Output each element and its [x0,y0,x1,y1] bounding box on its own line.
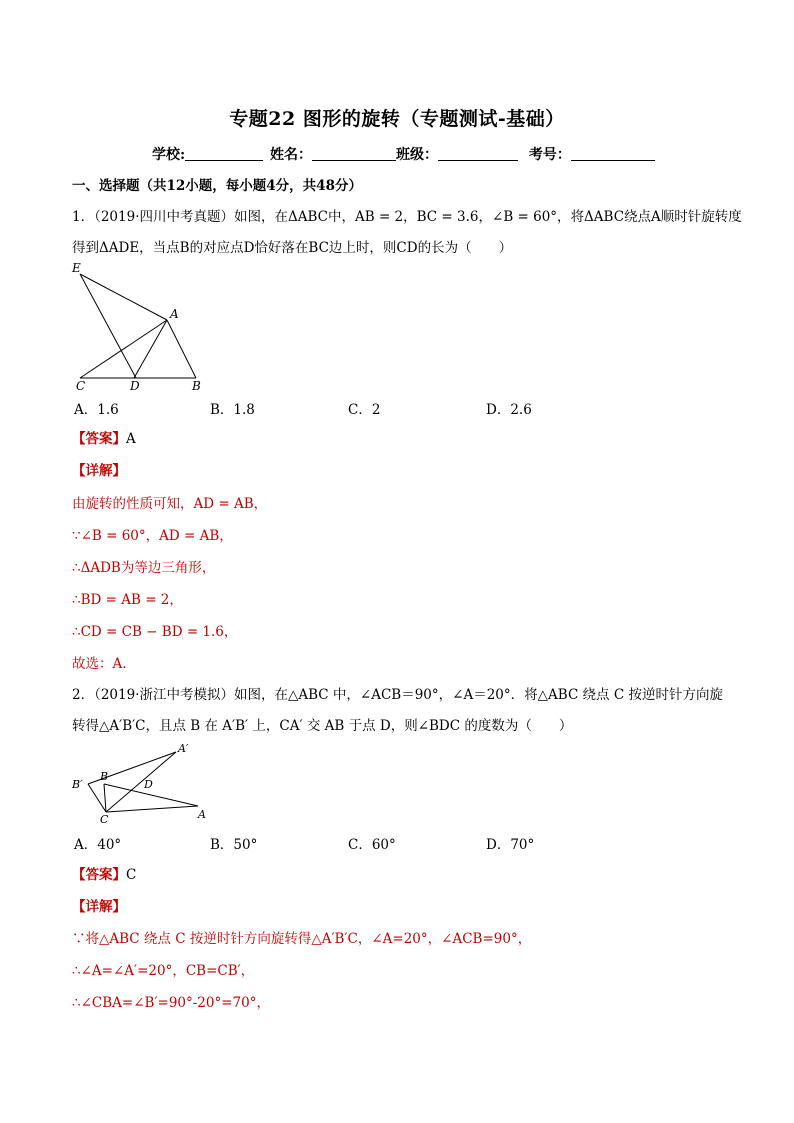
q2-answer [72,865,136,885]
q1-step-3: ∴ΔADB为等边三角形， [72,560,216,576]
q1-edge-ad [134,320,167,378]
q1-detail-tag: 【详解】 [72,463,126,479]
q1-label-b: B [192,379,201,393]
q2-option-b[interactable]: B．50° [210,837,258,853]
q2-edge-c-a [106,806,198,812]
q1-label-e: E [72,261,81,275]
q2-step-1: ∵将△ABC 绕点 C 按逆时针方向旋转得△A′B′C，∠A=20°，∠ACB=90°， [72,931,532,947]
q1-step-4: ∴BD = AB = 2， [72,592,183,608]
q1-figure [70,260,210,394]
q2-edge-c-ap [106,752,176,812]
q2-label-d: D [144,778,153,791]
student-info-row [152,144,655,164]
name-label: 姓名： [270,147,313,163]
q1-step-1: 由旋转的性质可知，AD = AB， [72,496,268,512]
q2-step-2: ∴∠A=∠A′=20°，CB=CB′， [72,963,255,979]
q2-label-b-prime: B′ [72,778,83,791]
name-blank[interactable] [312,146,396,161]
q1-label-c: C [76,379,86,393]
q2-option-a[interactable]: A．40° [74,837,122,853]
q2-detail-tag: 【详解】 [72,899,126,915]
class-blank[interactable] [438,146,518,161]
q1-step-6: 故选：A. [72,656,127,672]
q1-answer [72,429,136,449]
school-label: 学校: [152,147,186,163]
q1-label-a: A [170,307,179,321]
q1-option-c[interactable]: C．2 [348,402,381,418]
q1-answer-value: A [126,431,136,447]
q2-answer-value: C [126,867,137,883]
q1-option-b[interactable]: B．1.8 [210,402,255,418]
q1-option-a[interactable]: A．1.6 [74,402,119,418]
q1-option-d[interactable]: D．2.6 [486,402,532,418]
q2-label-c: C [100,813,109,824]
q1-step-2: ∵∠B = 60°，AD = AB， [72,528,233,544]
q2-edge-b-c [104,784,106,812]
q1-edge-ed [80,274,136,378]
q2-label-a-prime: A′ [178,742,189,755]
number-blank[interactable] [571,146,655,161]
q2-option-d[interactable]: D．70° [486,837,535,853]
section-heading: 一、选择题（共12小题，每小题4分，共48分） [72,178,362,194]
q2-stem-line1: 2．（2019·浙江中考模拟）如图，在△ABC 中，∠ACB＝90°，∠A＝20°．将△ABC 绕点 C 按逆时针方向旋 [72,687,723,703]
q2-step-3: ∴∠CBA=∠B′=90°-20°=70°， [72,995,270,1011]
q1-edge-ac [80,320,167,378]
class-label: 班级： [396,147,439,163]
q2-edge-bp-c [88,784,106,812]
q1-stem-line1: 1．（2019·四川中考真题）如图，在ΔABC中，AB = 2，BC = 3.6，∠B = 60°，将ΔABC绕点A顺时针旋转度 [72,209,742,225]
q2-label-a: A [198,808,206,821]
q1-step-5: ∴CD = CB − BD = 1.6， [72,624,238,640]
q2-stem-line2: 转得△A′B′C，且点 B 在 A′B′ 上，CA′ 交 AB 于点 D，则∠BDC 的度数为（ ） [72,718,573,734]
q1-label-d: D [130,379,140,393]
school-blank[interactable] [185,146,263,161]
q1-answer-tag: 【答案】 [72,431,126,447]
q2-label-b: B [100,770,109,783]
q2-answer-tag: 【答案】 [72,867,126,883]
number-label: 考号： [528,147,571,163]
q1-stem-line2: 得到ΔADE，当点B的对应点D恰好落在BC边上时，则CD的长为（ ） [72,240,513,256]
q1-edge-ab [167,320,196,378]
q2-figure [70,738,220,824]
page-title: 专题22 图形的旋转（专题测试-基础） [229,108,565,130]
q2-option-c[interactable]: C．60° [348,837,396,853]
q1-edge-ea [80,274,167,320]
